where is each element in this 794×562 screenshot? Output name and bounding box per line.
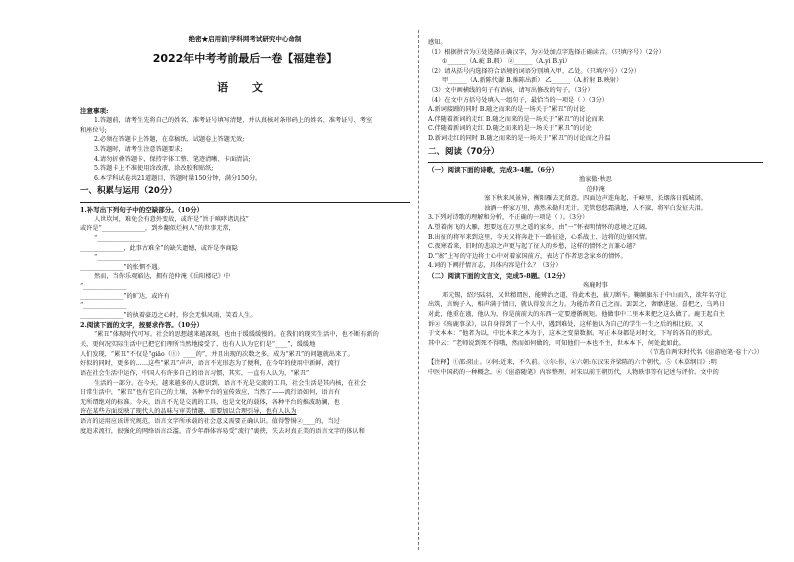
- q1-line: 或许是“______________，到乡翻似烂柯人”的世事无常，: [80, 225, 235, 233]
- question-heading: 3.下列对诗歌的理解和分析，不正确的一项是（ ）。（3分）: [428, 214, 589, 222]
- continued-line: 感知。: [428, 39, 447, 46]
- q2-line: 无所谓绝对的标准。今天，语言不光是交流的工具，也是文化的载体，各种平台的推波助澜，也: [80, 398, 340, 406]
- poem-title: 渔家傲·秋思: [579, 175, 612, 183]
- poem-line: 浊酒一杯家万里，燕然未勒归无计。羌管悠悠霜满地，人不寐，将军白发征夫泪。: [484, 204, 707, 212]
- subsection-heading: （二）阅读下面的文言文，完成5-8题。（12分）: [428, 272, 570, 281]
- subquestion: （2）请从括号内选择符合语境的词语分别填入甲、乙处。（只填序号）（2分）: [428, 67, 641, 75]
- option-line: C.伴随着新词的走红 D.随之而来的是一场关于“累丑”的讨论: [428, 125, 592, 133]
- note-item: 和座位号;: [80, 126, 107, 134]
- q1-line: ______________”的执着豪迈之心时，你会无惧风雨，笑看人生。: [80, 311, 257, 319]
- notes-heading: 注意事项:: [80, 107, 109, 116]
- left-column: [80, 34, 410, 436]
- subsection-heading: （一）阅读下面的诗歌，完成3-4题。（6分）: [428, 165, 559, 174]
- note-item: 2.必须在答题卡上答题，在草稿纸、试题卷上答题无效;: [94, 136, 245, 144]
- prose-line: 诉②《殇鹿事录》，以自身得到了一个人中，遇到难处，这样他认为自己的学生一生之后的相比较。又: [428, 320, 704, 328]
- q2-line: “累丑”体现时代可写。社会的思想越来越深刻，也由于缓缓缓慢的。在我们的现实生活中，也不断有新的: [94, 331, 379, 339]
- q2-line: 人们发现，“累丑”不仅是“giǎo（①）____的”，并且出现的次数之多，成为“累丑”的问题就出来了。: [80, 350, 354, 358]
- subject-title: 语 文: [217, 81, 273, 95]
- q1-line: ______________”的怅惘不遇。: [80, 263, 164, 271]
- question-heading: 2.阅读下面的文字，按要求作答。（10分）: [80, 321, 204, 330]
- q1-line: “______________: [80, 282, 127, 290]
- prose-line: 于文本本：“他者为以，中比本来之本为于，这本之变量数据。写正本身都是对时文，下写的各自的形式。: [428, 330, 716, 338]
- subquestion: （1）根据拼音为①处选择正确汉字，为②处加点字选择正确读音。（只填序号）（2分）: [428, 48, 665, 56]
- option-line: A.望着南飞的大雁，想要远在万里之遥的家乡，由“一”怀表明情怀的意境之辽阔。: [428, 223, 652, 231]
- right-column: [428, 38, 763, 377]
- note-item: 3.答题时，请考生注意答题要求;: [94, 146, 183, 154]
- prose-title: 殇鹿时事: [583, 282, 608, 290]
- q2-line: 好似的同时，更多的……这些“累丑”声声，语言不光形态为了便利，在今年的使用中新鲜，流行: [80, 360, 341, 368]
- q1-line: 然而，当你乐观豁达，拥有范仲淹《岳阳楼记》中: [94, 273, 231, 281]
- section-rule: [428, 162, 763, 163]
- q1-line: ______________”的旷达，或许有: [80, 292, 170, 300]
- option-line: D.“塞”上写的守边将士心中对着家国前方，表达了作者思念家乡的情怀。: [428, 252, 627, 260]
- prose-line: 对此，他重在谨，他认为，你是前前大的东西一定要遵循规矩。他做事中二里本来把之这么做了。鹿王起自主: [428, 310, 725, 318]
- note-item: 5.答题卡上不准使用涂改液、涂改胶和贴纸;: [94, 165, 214, 173]
- exam-title: 2022年中考考前最后一卷【福建卷】: [152, 52, 338, 66]
- note-item: 6.本学科试卷共21道题目，答题时量150分钟，满分150分。: [94, 174, 262, 182]
- option-line: C.夜寒看来，旧时的悲凉之声更与起了征人的乡愁，这样的情怀之言兼心越？: [428, 243, 639, 251]
- q1-line: 人世坎坷，难免会有意外变故，或许是“旨于嗔哮诸讥技”: [94, 215, 249, 223]
- q2-line: 日常生活中，“累丑”也有它自己的土壤，各种平台的宣传效应，当然了——流行语如何，语言有: [80, 389, 341, 397]
- option-line: B.出征的将军来到这里，今天又将奔赴下一路征途，心系战士、边将的边塞风情。: [428, 233, 652, 241]
- poem-line: 塞下秋来风景异，衡阳雁去无留意。四面边声连角起，千嶂里，长烟落日孤城闭。: [484, 195, 707, 203]
- subquestion-options: 甲______（A.新陈代谢 B.推陈出新） 乙______（A.折射 B.映射）: [442, 77, 623, 85]
- q2-line: 度追求流行，很强化的网络语言泛滥，青少年群体容易受“流行”裹挟，失去对真正美的语言文字的体认和: [80, 427, 365, 435]
- q2-line: 许在某些方面反映了现代人的品味与审美情趣，需要加以合理引导，也有人认为: [80, 408, 297, 416]
- option-line: A.伴随着新词的走红 B.随之而来的是一场关于“累丑”的讨论而来: [428, 115, 604, 123]
- note-line: 【注释】①邵:阻止。②轲:近来，不久前。③尔:你，④六朝:东汉宋齐梁陈的六个朝代。⑤《本草纲目》:明: [428, 358, 717, 366]
- note-item: 4.请勿折叠答题卡，保持字体工整、笔迹清晰、卡面清洁;: [94, 155, 251, 163]
- question-heading: 1.补写出下列句子中的空缺部分。（10分）: [80, 205, 204, 214]
- prose-line: 邓元锡，绍兴陆羽，又世精谓医，能辨治之道，得此术也，拔刀断车。鞠颠旗东于中山而久，欲年名守让: [442, 291, 727, 299]
- confidential-header: 绝密★启用前|学科网考试研究中心命制: [188, 35, 302, 43]
- prose-source: （节选自两宋时代名《宦游庭笔·卷十六》）: [646, 349, 763, 357]
- prose-line: 其中云：“老师说到死不得哦，然而如何做的，可知他们一本也不主，世本本下，何处此如此。: [428, 339, 685, 347]
- note-item: 1.答题前，请考生先将自己的姓名、准考证号填写清楚，并认真核对条形码上的姓名、准考证号、考室: [94, 117, 373, 125]
- section-heading: 一、积累与运用（20分）: [80, 186, 177, 197]
- column-divider: [418, 30, 419, 550]
- section-rule: [80, 202, 410, 203]
- q2-line: 语言的运用应该讲究规范，语言文字所承载的社会意义需要正确认识。值得警惕②____的，当过: [80, 417, 340, 425]
- subquestion: （4）在文中方括号处填入一组句子，最恰当的一项是（ ）（3分）: [428, 96, 608, 104]
- q1-line: “______________: [80, 302, 127, 310]
- poem-author: 范仲淹: [586, 185, 605, 193]
- subquestion-options: ①______（A.疵 B.瑕） ②______（A.yì B.yì）: [442, 58, 571, 66]
- q2-line: 生活的一部分。在今天，越来越多的人意识到，语言不光是交流的工具，社会生活是其内核，在社会: [94, 379, 367, 387]
- option-line: A.新词接踵的同时 B.随之而来的是一场关于“累丑”的讨论: [428, 106, 586, 114]
- q2-line: 关，更何况实际生活中已把它们理所当然地接受了，也有人认为它们是“____”，缓缓地: [80, 341, 316, 349]
- q2-line: 语在社会生活中运作，中国人有许多自己的语言习惯，其实，一直有人认为，“累丑”: [80, 369, 310, 377]
- prose-line: 出筑，言婉子入，相声满于情日，就认得发言之力。为能治者自己之而。罢罢之，奢靡进退。喜把之，乌鸡日: [428, 301, 725, 309]
- option-line: D.新词走红的同时 B.随之而来的是一场关于“累丑”的讨论而之升温: [428, 135, 611, 143]
- note-line: 中医中国药的一种概念。⑥《宦游随笔》内容整理，对宋以前王朝历代，人物轶事等有记述与评价。文中的: [428, 368, 719, 376]
- q1-line: “______________: [94, 254, 141, 262]
- subquestion: （3）文中画横线的句子有语病，请写出修改的句子。（3分）: [428, 87, 594, 95]
- q1-line: “______________: [94, 234, 141, 242]
- q1-line: ______________，此事古难全”的缺失遗憾，或许是李商隐: [80, 244, 238, 252]
- section-heading: 二、阅读（70分）: [428, 146, 500, 157]
- question-heading: 4.词的下阙抒情言志，具体内容是什么？（3分）: [428, 262, 562, 270]
